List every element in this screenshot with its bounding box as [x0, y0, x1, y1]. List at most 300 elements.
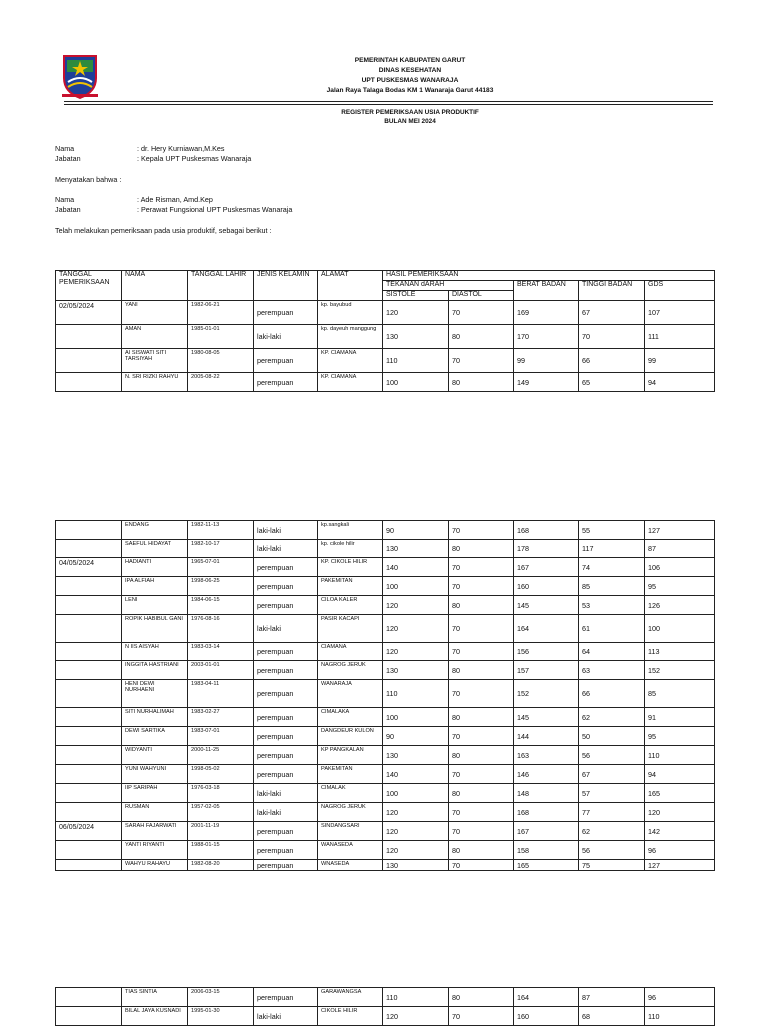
diastolic-cell: 80	[449, 988, 514, 1007]
blood-glucose-cell: 127	[645, 521, 715, 540]
col-header-alamat: ALAMAT	[318, 271, 383, 301]
systolic-cell: 120	[383, 643, 449, 661]
table-row	[56, 615, 715, 643]
systolic-cell: 90	[383, 521, 449, 540]
table-row	[56, 349, 715, 373]
birth-date-cell: 1983-04-11	[188, 680, 254, 708]
blood-glucose-cell: 85	[645, 680, 715, 708]
blood-glucose-cell: 87	[645, 540, 715, 558]
diastolic-cell: 70	[449, 558, 514, 577]
exam-date-cell	[56, 708, 122, 727]
table-row	[56, 301, 715, 325]
statement-text: Menyatakan bahwa :	[55, 175, 122, 184]
birth-date-cell: 1998-06-25	[188, 577, 254, 596]
birth-date-cell: 1982-08-20	[188, 860, 254, 871]
table-row	[56, 822, 715, 841]
diastolic-cell: 70	[449, 860, 514, 871]
birth-date-cell: 1984-06-15	[188, 596, 254, 615]
diastolic-cell: 70	[449, 301, 514, 325]
col-header-sistole: SISTOLE	[383, 291, 449, 301]
weight-cell: 167	[514, 558, 579, 577]
signer-info	[55, 144, 251, 163]
exam-date-cell: 06/05/2024	[56, 822, 122, 841]
exam-date-cell	[56, 988, 122, 1007]
exam-date-cell	[56, 643, 122, 661]
address-cell: SINDANGSARI	[318, 822, 383, 841]
gender-cell: laki-laki	[254, 540, 318, 558]
blood-glucose-cell: 95	[645, 727, 715, 746]
diastolic-cell: 70	[449, 822, 514, 841]
systolic-cell: 100	[383, 577, 449, 596]
table-row	[56, 727, 715, 746]
examiner-info	[55, 195, 292, 214]
col-header-tanggal-lahir: TANGGAL LAHIR	[188, 271, 254, 301]
gender-cell: perempuan	[254, 596, 318, 615]
weight-cell: 160	[514, 1007, 579, 1026]
exam-date-cell	[56, 325, 122, 349]
col-header-tinggi-badan: TINGGI BADAN	[579, 281, 645, 301]
address-cell: GARAWANGSA	[318, 988, 383, 1007]
lead-text: Telah melakukan pemeriksaan pada usia produktif, sebagai berikut :	[55, 226, 272, 235]
patient-name-cell: LENI	[122, 596, 188, 615]
blood-glucose-cell: 110	[645, 746, 715, 765]
weight-cell: 163	[514, 746, 579, 765]
gender-cell: perempuan	[254, 558, 318, 577]
exam-date-cell	[56, 1007, 122, 1026]
blood-glucose-cell: 95	[645, 577, 715, 596]
birth-date-cell: 1988-01-15	[188, 841, 254, 860]
exam-date-cell	[56, 596, 122, 615]
gender-cell: perempuan	[254, 708, 318, 727]
patient-name-cell: AMAN	[122, 325, 188, 349]
exam-date-cell	[56, 784, 122, 803]
systolic-cell: 130	[383, 746, 449, 765]
exam-date-cell	[56, 661, 122, 680]
height-cell: 53	[579, 596, 645, 615]
address-cell: CIMALAKA	[318, 708, 383, 727]
patient-name-cell: ENDANG	[122, 521, 188, 540]
garut-regency-logo	[62, 52, 98, 100]
blood-glucose-cell: 106	[645, 558, 715, 577]
table-3-body	[56, 988, 715, 1026]
exam-table-2	[55, 520, 715, 871]
weight-cell: 148	[514, 784, 579, 803]
letterhead	[230, 56, 590, 96]
diastolic-cell: 70	[449, 1007, 514, 1026]
letterhead-line-government: PEMERINTAH KABUPATEN GARUT	[354, 57, 466, 64]
signer-name-label: Nama	[55, 144, 75, 153]
height-cell: 66	[579, 680, 645, 708]
weight-cell: 168	[514, 521, 579, 540]
exam-date-cell	[56, 540, 122, 558]
gender-cell: perempuan	[254, 746, 318, 765]
weight-cell: 146	[514, 765, 579, 784]
table-row	[56, 860, 715, 871]
height-cell: 62	[579, 822, 645, 841]
address-cell: CIMALAK	[318, 784, 383, 803]
address-cell: DANGDEUR KULON	[318, 727, 383, 746]
table-row	[56, 325, 715, 349]
diastolic-cell: 80	[449, 708, 514, 727]
blood-glucose-cell: 107	[645, 301, 715, 325]
table-row	[56, 708, 715, 727]
address-cell: KP PANGKALAN	[318, 746, 383, 765]
birth-date-cell: 2000-11-25	[188, 746, 254, 765]
height-cell: 68	[579, 1007, 645, 1026]
address-cell: PASIR KACAPI	[318, 615, 383, 643]
address-cell: kp. bayubud	[318, 301, 383, 325]
patient-name-cell: ROPIK HABIBUL GANI	[122, 615, 188, 643]
table-row	[56, 558, 715, 577]
diastolic-cell: 70	[449, 521, 514, 540]
weight-cell: 152	[514, 680, 579, 708]
birth-date-cell: 2006-03-15	[188, 988, 254, 1007]
blood-glucose-cell: 100	[645, 615, 715, 643]
address-cell: kp.sangkali	[318, 521, 383, 540]
examiner-name-label: Nama	[55, 195, 75, 204]
address-cell: CIKOLE HILIR	[318, 1007, 383, 1026]
col-header-tanggal-pemeriksaan: TANGGAL PEMERIKSAAN	[56, 271, 122, 301]
address-cell: kp. cikole hilir	[318, 540, 383, 558]
patient-name-cell: AI SISWATI SITI TARSIYAH	[122, 349, 188, 373]
gender-cell: laki-laki	[254, 521, 318, 540]
diastolic-cell: 80	[449, 596, 514, 615]
exam-table-1	[55, 270, 715, 392]
address-cell: NAGROG JERUK	[318, 661, 383, 680]
patient-name-cell: DEWI SARTIKA	[122, 727, 188, 746]
birth-date-cell: 1976-08-16	[188, 615, 254, 643]
exam-table-3	[55, 987, 715, 1026]
patient-name-cell: HENI DEWI NURHAENI	[122, 680, 188, 708]
height-cell: 61	[579, 615, 645, 643]
blood-glucose-cell: 152	[645, 661, 715, 680]
blood-glucose-cell: 94	[645, 765, 715, 784]
examiner-position-value: : Perawat Fungsional UPT Puskesmas Wanaraja	[137, 204, 293, 214]
birth-date-cell: 1983-07-01	[188, 727, 254, 746]
systolic-cell: 90	[383, 727, 449, 746]
weight-cell: 164	[514, 988, 579, 1007]
table-row	[56, 661, 715, 680]
exam-date-cell	[56, 349, 122, 373]
weight-cell: 149	[514, 373, 579, 392]
height-cell: 70	[579, 325, 645, 349]
diastolic-cell: 70	[449, 615, 514, 643]
height-cell: 64	[579, 643, 645, 661]
table-row	[56, 765, 715, 784]
birth-date-cell: 2005-08-22	[188, 373, 254, 392]
address-cell: KP. CIAMANA	[318, 349, 383, 373]
patient-name-cell: RUSMAN	[122, 803, 188, 822]
weight-cell: 169	[514, 301, 579, 325]
systolic-cell: 110	[383, 349, 449, 373]
height-cell: 75	[579, 860, 645, 871]
birth-date-cell: 1983-03-14	[188, 643, 254, 661]
gender-cell: perempuan	[254, 643, 318, 661]
address-cell: PAKEMITAN	[318, 765, 383, 784]
blood-glucose-cell: 99	[645, 349, 715, 373]
exam-date-cell: 02/05/2024	[56, 301, 122, 325]
weight-cell: 164	[514, 615, 579, 643]
height-cell: 56	[579, 746, 645, 765]
signer-position-label: Jabatan	[55, 153, 81, 163]
weight-cell: 157	[514, 661, 579, 680]
exam-date-cell	[56, 521, 122, 540]
patient-name-cell: BILAL JAYA KUSNADI	[122, 1007, 188, 1026]
systolic-cell: 120	[383, 596, 449, 615]
systolic-cell: 110	[383, 680, 449, 708]
birth-date-cell: 1998-05-02	[188, 765, 254, 784]
gender-cell: perempuan	[254, 860, 318, 871]
systolic-cell: 130	[383, 860, 449, 871]
weight-cell: 156	[514, 643, 579, 661]
diastolic-cell: 70	[449, 803, 514, 822]
birth-date-cell: 1982-10-17	[188, 540, 254, 558]
patient-name-cell: SITI NURHALIMAH	[122, 708, 188, 727]
birth-date-cell: 1980-08-05	[188, 349, 254, 373]
height-cell: 117	[579, 540, 645, 558]
exam-date-cell	[56, 577, 122, 596]
table-row	[56, 540, 715, 558]
table-row	[56, 1007, 715, 1026]
address-cell: PAKEMITAN	[318, 577, 383, 596]
examiner-position-label: Jabatan	[55, 204, 81, 214]
diastolic-cell: 70	[449, 643, 514, 661]
diastolic-cell: 80	[449, 325, 514, 349]
birth-date-cell: 1985-01-01	[188, 325, 254, 349]
exam-date-cell	[56, 803, 122, 822]
systolic-cell: 130	[383, 540, 449, 558]
diastolic-cell: 70	[449, 577, 514, 596]
report-month: BULAN MEI 2024	[384, 118, 436, 125]
examiner-name-value: : Ade Risman, Amd.Kep	[137, 195, 213, 204]
birth-date-cell: 1976-03-18	[188, 784, 254, 803]
address-cell: WANARAJA	[318, 680, 383, 708]
patient-name-cell: N. SRI RIZKI RAHYU	[122, 373, 188, 392]
weight-cell: 158	[514, 841, 579, 860]
height-cell: 74	[579, 558, 645, 577]
table-2-body	[56, 521, 715, 871]
exam-date-cell	[56, 765, 122, 784]
signer-name-value: : dr. Hery Kurniawan,M.Kes	[137, 144, 225, 153]
height-cell: 50	[579, 727, 645, 746]
table-row	[56, 373, 715, 392]
blood-glucose-cell: 127	[645, 860, 715, 871]
gender-cell: laki-laki	[254, 325, 318, 349]
patient-name-cell: WAHYU RAHAYU	[122, 860, 188, 871]
weight-cell: 165	[514, 860, 579, 871]
gender-cell: laki-laki	[254, 615, 318, 643]
patient-name-cell: SAEFUL HIDAYAT	[122, 540, 188, 558]
birth-date-cell: 2003-01-01	[188, 661, 254, 680]
table-row	[56, 596, 715, 615]
table-1-body	[56, 301, 715, 392]
col-header-diastol: DIASTOL	[449, 291, 514, 301]
birth-date-cell: 1983-02-27	[188, 708, 254, 727]
gender-cell: laki-laki	[254, 784, 318, 803]
blood-glucose-cell: 142	[645, 822, 715, 841]
patient-name-cell: YANI	[122, 301, 188, 325]
header-divider-thin	[64, 104, 713, 105]
systolic-cell: 120	[383, 803, 449, 822]
table-row	[56, 643, 715, 661]
blood-glucose-cell: 110	[645, 1007, 715, 1026]
systolic-cell: 120	[383, 301, 449, 325]
gender-cell: perempuan	[254, 765, 318, 784]
exam-date-cell	[56, 615, 122, 643]
weight-cell: 178	[514, 540, 579, 558]
birth-date-cell: 1982-06-21	[188, 301, 254, 325]
gender-cell: perempuan	[254, 841, 318, 860]
exam-date-cell	[56, 727, 122, 746]
diastolic-cell: 80	[449, 661, 514, 680]
header-divider-thick	[64, 101, 713, 102]
letterhead-line-puskesmas: UPT PUSKESMAS WANARAJA	[361, 77, 459, 84]
gender-cell: perempuan	[254, 822, 318, 841]
gender-cell: perempuan	[254, 727, 318, 746]
systolic-cell: 120	[383, 822, 449, 841]
blood-glucose-cell: 126	[645, 596, 715, 615]
address-cell: kp. dayeuh manggung	[318, 325, 383, 349]
height-cell: 67	[579, 765, 645, 784]
table-row	[56, 841, 715, 860]
exam-date-cell	[56, 373, 122, 392]
height-cell: 66	[579, 349, 645, 373]
diastolic-cell: 70	[449, 765, 514, 784]
blood-glucose-cell: 91	[645, 708, 715, 727]
systolic-cell: 120	[383, 841, 449, 860]
report-title: REGISTER PEMERIKSAAN USIA PRODUKTIF	[341, 109, 479, 116]
col-header-berat-badan: BERAT BADAN	[514, 281, 579, 301]
table-row	[56, 680, 715, 708]
weight-cell: 168	[514, 803, 579, 822]
patient-name-cell: YANTI RIYANTI	[122, 841, 188, 860]
systolic-cell: 100	[383, 708, 449, 727]
weight-cell: 99	[514, 349, 579, 373]
birth-date-cell: 1982-11-13	[188, 521, 254, 540]
col-header-gds: GDS	[645, 281, 715, 301]
exam-date-cell	[56, 746, 122, 765]
blood-glucose-cell: 94	[645, 373, 715, 392]
patient-name-cell: TIAS SINTIA	[122, 988, 188, 1007]
height-cell: 87	[579, 988, 645, 1007]
systolic-cell: 120	[383, 1007, 449, 1026]
table-row	[56, 784, 715, 803]
diastolic-cell: 80	[449, 784, 514, 803]
weight-cell: 144	[514, 727, 579, 746]
blood-glucose-cell: 120	[645, 803, 715, 822]
height-cell: 63	[579, 661, 645, 680]
address-cell: NAGROG JERUK	[318, 803, 383, 822]
systolic-cell: 130	[383, 661, 449, 680]
table-row	[56, 521, 715, 540]
weight-cell: 145	[514, 708, 579, 727]
address-cell: WNASEDA	[318, 860, 383, 871]
height-cell: 77	[579, 803, 645, 822]
address-cell: CIAMANA	[318, 643, 383, 661]
patient-name-cell: WIDYANTI	[122, 746, 188, 765]
gender-cell: perempuan	[254, 301, 318, 325]
height-cell: 55	[579, 521, 645, 540]
weight-cell: 167	[514, 822, 579, 841]
patient-name-cell: IIP SARIPAH	[122, 784, 188, 803]
table-row	[56, 746, 715, 765]
col-header-hasil-pemeriksaan: HASIL PEMERIKSAAN	[383, 271, 715, 281]
birth-date-cell: 1965-07-01	[188, 558, 254, 577]
height-cell: 65	[579, 373, 645, 392]
gender-cell: laki-laki	[254, 1007, 318, 1026]
patient-name-cell: SARAH FAJARWATI	[122, 822, 188, 841]
exam-date-cell	[56, 841, 122, 860]
col-header-nama: NAMA	[122, 271, 188, 301]
weight-cell: 160	[514, 577, 579, 596]
diastolic-cell: 80	[449, 841, 514, 860]
exam-date-cell: 04/05/2024	[56, 558, 122, 577]
address-cell: KP. CIAMANA	[318, 373, 383, 392]
gender-cell: perempuan	[254, 661, 318, 680]
height-cell: 67	[579, 301, 645, 325]
diastolic-cell: 70	[449, 349, 514, 373]
table-row	[56, 577, 715, 596]
height-cell: 62	[579, 708, 645, 727]
gender-cell: perempuan	[254, 349, 318, 373]
signer-position-value: : Kepala UPT Puskesmas Wanaraja	[137, 153, 252, 163]
gender-cell: perempuan	[254, 680, 318, 708]
report-title-block	[230, 108, 590, 126]
gender-cell: perempuan	[254, 988, 318, 1007]
address-cell: WANASEDA	[318, 841, 383, 860]
blood-glucose-cell: 96	[645, 841, 715, 860]
address-cell: KP. CIKOLE HILIR	[318, 558, 383, 577]
blood-glucose-cell: 96	[645, 988, 715, 1007]
diastolic-cell: 80	[449, 540, 514, 558]
diastolic-cell: 70	[449, 727, 514, 746]
diastolic-cell: 80	[449, 746, 514, 765]
diastolic-cell: 80	[449, 373, 514, 392]
blood-glucose-cell: 113	[645, 643, 715, 661]
birth-date-cell: 1957-02-05	[188, 803, 254, 822]
gender-cell: laki-laki	[254, 803, 318, 822]
patient-name-cell: HADIANTI	[122, 558, 188, 577]
diastolic-cell: 70	[449, 680, 514, 708]
table-row	[56, 803, 715, 822]
address-cell: CILOA KALER	[318, 596, 383, 615]
height-cell: 56	[579, 841, 645, 860]
systolic-cell: 120	[383, 615, 449, 643]
systolic-cell: 130	[383, 325, 449, 349]
systolic-cell: 140	[383, 765, 449, 784]
blood-glucose-cell: 165	[645, 784, 715, 803]
birth-date-cell: 2001-11-19	[188, 822, 254, 841]
gender-cell: perempuan	[254, 577, 318, 596]
weight-cell: 145	[514, 596, 579, 615]
gender-cell: perempuan	[254, 373, 318, 392]
birth-date-cell: 1995-01-30	[188, 1007, 254, 1026]
systolic-cell: 140	[383, 558, 449, 577]
systolic-cell: 110	[383, 988, 449, 1007]
systolic-cell: 100	[383, 373, 449, 392]
col-header-jenis-kelamin: JENIS KELAMIN	[254, 271, 318, 301]
exam-date-cell	[56, 860, 122, 871]
letterhead-line-address: Jalan Raya Talaga Bodas KM 1 Wanaraja Garut 44183	[326, 87, 494, 94]
exam-date-cell	[56, 680, 122, 708]
weight-cell: 170	[514, 325, 579, 349]
patient-name-cell: N IIS AISYAH	[122, 643, 188, 661]
letterhead-line-office: DINAS KESEHATAN	[378, 67, 442, 74]
patient-name-cell: YUNI WAHYUNI	[122, 765, 188, 784]
table-row	[56, 988, 715, 1007]
patient-name-cell: IPA ALFIAH	[122, 577, 188, 596]
patient-name-cell: INGGITA HASTRIANI	[122, 661, 188, 680]
